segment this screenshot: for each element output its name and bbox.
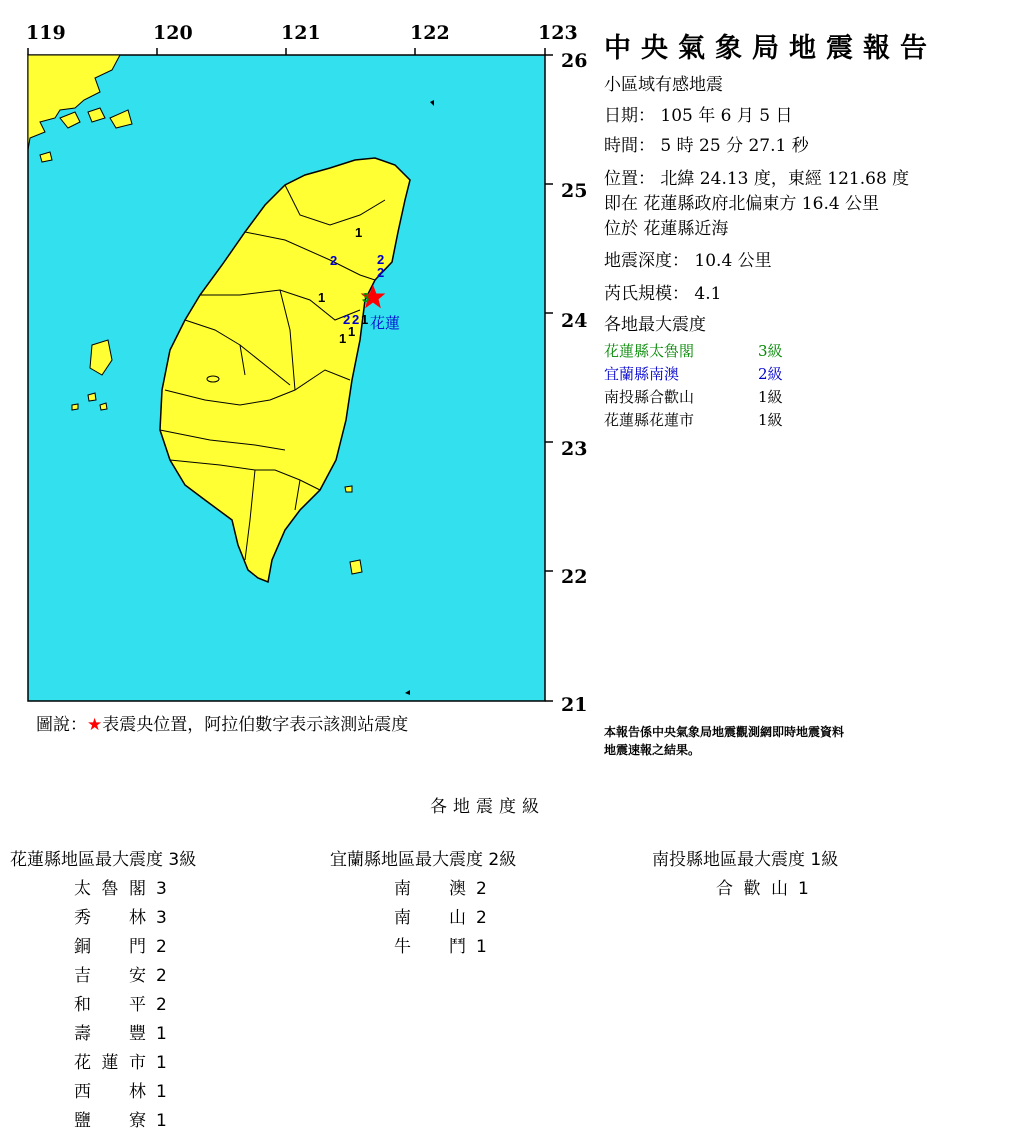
station-row: 南山 2	[394, 908, 487, 928]
station-row: 鹽寮 1	[74, 1111, 167, 1131]
region-header: 花蓮縣地區最大震度 3級	[10, 850, 197, 870]
station-level: 3級	[758, 342, 783, 360]
station-intensity-label: 1	[318, 290, 326, 305]
report-title: 中央氣象局地震報告	[604, 33, 937, 64]
lon-label-122: 122	[410, 22, 450, 44]
station-level: 2級	[758, 365, 783, 383]
station-intensity-label: 2	[343, 312, 351, 327]
station-level: 1級	[758, 411, 783, 429]
region-column-hualien	[10, 845, 196, 1135]
city-label-hualien: 花蓮	[370, 315, 401, 332]
station-row: 太魯閣 3	[74, 879, 167, 899]
report-subtitle: 小區域有感地震	[604, 75, 723, 95]
station-row: 秀林 3	[74, 908, 167, 928]
report-magnitude: 芮氏規模： 4.1	[604, 284, 722, 304]
station-row: 和平 2	[74, 995, 167, 1015]
station-intensity-label: 2	[352, 312, 360, 327]
station-row: 銅門 2	[74, 937, 167, 957]
lat-label-26: 26	[561, 50, 588, 72]
legend-text: 表震央位置，阿拉伯數字表示該測站震度	[102, 715, 409, 735]
station-row: 牛鬥 1	[394, 937, 487, 957]
lat-label-22: 22	[561, 566, 588, 588]
lat-label-21: 21	[561, 694, 588, 716]
report-time: 時間： 5 時 25 分 27.1 秒	[604, 136, 809, 156]
earthquake-map	[0, 0, 600, 720]
station-level: 1級	[758, 388, 783, 406]
station-intensity-label: 3	[362, 290, 370, 305]
station-name: 南投縣合歡山	[604, 388, 695, 406]
station-row: 壽豐 1	[74, 1024, 167, 1044]
lon-label-123: 123	[538, 22, 578, 44]
levels-title: 各地震度級	[430, 797, 545, 817]
station-name: 花蓮縣花蓮市	[604, 411, 695, 429]
station-name: 花蓮縣太魯閣	[604, 342, 695, 360]
report-location: 位置： 北緯 24.13 度，東經 121.68 度	[604, 169, 910, 189]
report-depth: 地震深度： 10.4 公里	[604, 251, 772, 271]
region-column-yilan	[330, 845, 516, 961]
map-legend	[36, 710, 408, 735]
report-location-relative: 即在 花蓮縣政府北偏東方 16.4 公里	[604, 194, 880, 214]
station-intensity-label: 2	[330, 253, 338, 268]
lat-label-23: 23	[561, 438, 588, 460]
lat-label-25: 25	[561, 180, 588, 202]
lon-label-120: 120	[153, 22, 193, 44]
lat-label-24: 24	[561, 310, 588, 332]
star-icon: ★	[87, 715, 103, 735]
map-canvas	[0, 0, 600, 720]
lon-label-121: 121	[281, 22, 321, 44]
report-location-area: 位於 花蓮縣近海	[604, 219, 729, 239]
station-row: 西林 1	[74, 1082, 167, 1102]
station-intensity-label: 2	[377, 265, 385, 280]
region-header: 宜蘭縣地區最大震度 2級	[330, 850, 517, 870]
region-column-nantou	[652, 845, 838, 903]
region-header: 南投縣地區最大震度 1級	[652, 850, 839, 870]
station-intensity-label: 1	[348, 324, 356, 339]
station-intensity-label: 1	[339, 331, 347, 346]
station-row: 花蓮市 1	[74, 1053, 167, 1073]
disclaimer-line-1: 本報告係中央氣象局地震觀測網即時地震資料	[604, 725, 845, 739]
station-intensity-label: 1	[361, 312, 369, 327]
station-intensity-label: 1	[355, 225, 363, 240]
station-row: 合歡山 1	[716, 879, 809, 899]
report-max-intensity-title: 各地最大震度	[604, 315, 706, 335]
disclaimer-line-2: 地震速報之結果。	[604, 743, 701, 757]
station-row: 南澳 2	[394, 879, 487, 899]
station-name: 宜蘭縣南澳	[604, 365, 680, 383]
lon-label-119: 119	[26, 22, 66, 44]
station-row: 吉安 2	[74, 966, 167, 986]
legend-prefix: 圖說：	[36, 715, 87, 735]
station-intensity-label: 2	[377, 252, 385, 267]
report-date: 日期： 105 年 6 月 5 日	[604, 106, 793, 126]
